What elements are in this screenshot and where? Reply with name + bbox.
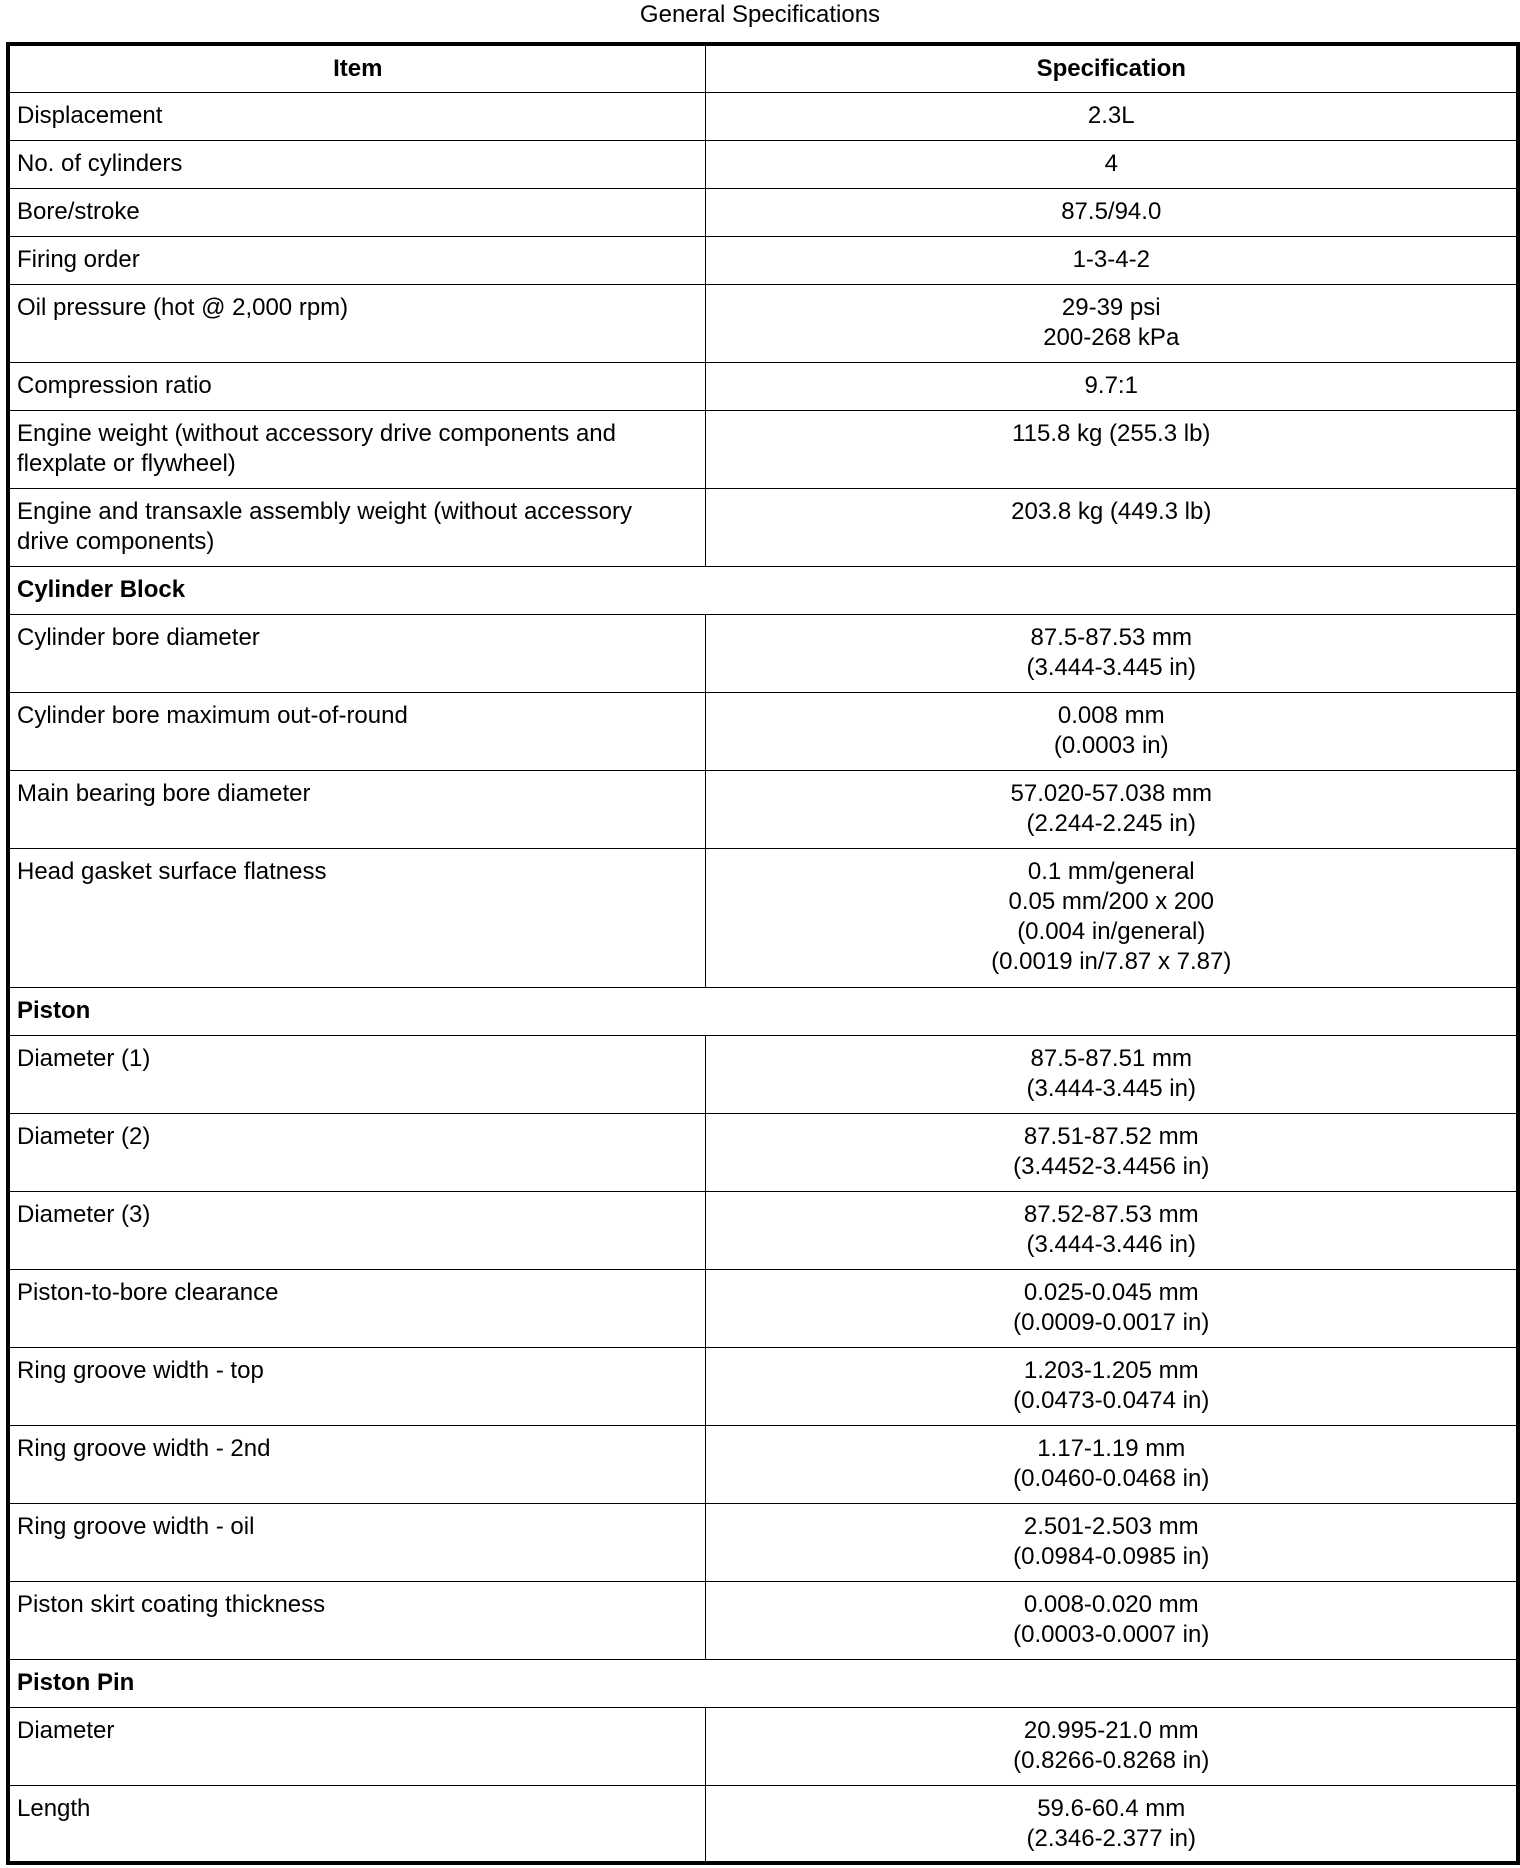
specification-text: (2.244-2.245 in) xyxy=(1026,809,1196,837)
specification-text: 59.6-60.4 mm xyxy=(1037,1794,1186,1822)
specification-text: 115.8 kg (255.3 lb) xyxy=(1012,419,1211,447)
specification-text: 87.5-87.53 mm xyxy=(1030,623,1192,651)
section-title xyxy=(8,566,1518,614)
specification-text: (0.0003 in) xyxy=(1053,731,1169,759)
specification-text: (0.0003-0.0007 in) xyxy=(1013,1620,1210,1648)
item-cell xyxy=(8,92,705,140)
section-title xyxy=(8,987,1518,1035)
table-row xyxy=(8,1425,1518,1503)
specification-cell xyxy=(705,848,1518,987)
item-cell xyxy=(8,188,705,236)
specification-text: (0.8266-0.8268 in) xyxy=(1013,1746,1210,1774)
item-text: Cylinder bore maximum out-of-round xyxy=(17,701,408,729)
section-header-row xyxy=(8,566,1518,614)
specification-text: 4 xyxy=(1104,149,1118,177)
item-cell xyxy=(8,692,705,770)
item-cell xyxy=(8,1707,705,1785)
specification-text: 87.5-87.51 mm xyxy=(1030,1044,1192,1072)
specification-text: 1-3-4-2 xyxy=(1072,245,1150,273)
specification-text: 0.025-0.045 mm xyxy=(1023,1278,1199,1306)
item-text: Engine and transaxle assembly weight (without accessory xyxy=(17,497,632,525)
specification-cell xyxy=(705,1785,1518,1863)
item-text: Diameter (3) xyxy=(17,1200,151,1228)
section-title-text: Cylinder Block xyxy=(17,575,186,603)
table-row xyxy=(8,362,1518,410)
item-cell xyxy=(8,1269,705,1347)
section-header-row xyxy=(8,987,1518,1035)
specification-text: 87.5/94.0 xyxy=(1061,197,1162,225)
item-cell xyxy=(8,1425,705,1503)
specification-text: 0.05 mm/200 x 200 xyxy=(1008,887,1214,915)
item-cell xyxy=(8,1581,705,1659)
specification-text: 87.51-87.52 mm xyxy=(1023,1122,1199,1150)
item-text: Displacement xyxy=(17,101,163,129)
table-header-row xyxy=(8,44,1518,92)
item-cell xyxy=(8,1191,705,1269)
specification-text: 2.501-2.503 mm xyxy=(1023,1512,1199,1540)
specification-cell xyxy=(705,614,1518,692)
specification-text: 1.17-1.19 mm xyxy=(1037,1434,1186,1462)
specification-cell xyxy=(705,770,1518,848)
specification-text: (3.444-3.446 in) xyxy=(1026,1230,1196,1258)
specification-text: (0.0009-0.0017 in) xyxy=(1013,1308,1210,1336)
table-row xyxy=(8,488,1518,566)
section-title-text: Piston xyxy=(17,996,91,1024)
item-text: No. of cylinders xyxy=(17,149,183,177)
item-text: Cylinder bore diameter xyxy=(17,623,260,651)
table-row xyxy=(8,92,1518,140)
specification-cell xyxy=(705,236,1518,284)
table-row xyxy=(8,1035,1518,1113)
item-cell xyxy=(8,1347,705,1425)
item-cell xyxy=(8,410,705,488)
item-cell xyxy=(8,236,705,284)
item-text: Main bearing bore diameter xyxy=(17,779,311,807)
specification-cell xyxy=(705,140,1518,188)
specification-text: 20.995-21.0 mm xyxy=(1023,1716,1199,1744)
specification-text: 87.52-87.53 mm xyxy=(1023,1200,1199,1228)
specification-cell xyxy=(705,1269,1518,1347)
item-text: Bore/stroke xyxy=(17,197,140,225)
column-header-specification: Specification xyxy=(705,44,1518,92)
item-cell xyxy=(8,1113,705,1191)
item-text: Ring groove width - 2nd xyxy=(17,1434,271,1462)
item-text: Ring groove width - oil xyxy=(17,1512,255,1540)
table-row xyxy=(8,1785,1518,1863)
specification-cell xyxy=(705,1035,1518,1113)
table-row xyxy=(8,1503,1518,1581)
section-title xyxy=(8,1659,1518,1707)
table-row xyxy=(8,284,1518,362)
item-cell xyxy=(8,1035,705,1113)
specification-text: (3.4452-3.4456 in) xyxy=(1013,1152,1210,1180)
specification-text: 200-268 kPa xyxy=(1043,323,1180,351)
specification-text: 0.008-0.020 mm xyxy=(1023,1590,1199,1618)
table-row xyxy=(8,410,1518,488)
table-row xyxy=(8,770,1518,848)
specification-cell xyxy=(705,1581,1518,1659)
column-header-item: Item xyxy=(8,44,705,92)
specification-cell xyxy=(705,92,1518,140)
section-title-text: Piston Pin xyxy=(17,1668,135,1696)
item-text: flexplate or flywheel) xyxy=(17,449,236,477)
specification-cell xyxy=(705,1503,1518,1581)
specification-cell xyxy=(705,284,1518,362)
table-row xyxy=(8,1269,1518,1347)
specification-text: 1.203-1.205 mm xyxy=(1023,1356,1199,1384)
table-row xyxy=(8,1581,1518,1659)
item-text: Piston skirt coating thickness xyxy=(17,1590,326,1618)
specification-text: (0.004 in/general) xyxy=(1017,917,1206,945)
item-cell xyxy=(8,614,705,692)
specification-text: (0.0019 in/7.87 x 7.87) xyxy=(991,947,1232,975)
specification-text: (3.444-3.445 in) xyxy=(1026,1074,1196,1102)
item-text: Length xyxy=(17,1794,91,1822)
table-row xyxy=(8,1113,1518,1191)
item-cell xyxy=(8,488,705,566)
specification-cell xyxy=(705,488,1518,566)
item-cell xyxy=(8,1785,705,1863)
specification-cell xyxy=(705,362,1518,410)
specification-cell xyxy=(705,410,1518,488)
item-cell xyxy=(8,362,705,410)
table-row xyxy=(8,848,1518,987)
specification-cell xyxy=(705,188,1518,236)
item-cell xyxy=(8,770,705,848)
specification-text: (0.0460-0.0468 in) xyxy=(1013,1464,1210,1492)
specification-text: 9.7:1 xyxy=(1084,371,1138,399)
item-cell xyxy=(8,140,705,188)
item-text: Diameter (1) xyxy=(17,1044,151,1072)
specification-text: 57.020-57.038 mm xyxy=(1010,779,1212,807)
item-cell xyxy=(8,284,705,362)
item-text: Compression ratio xyxy=(17,371,212,399)
specification-text: 29-39 psi xyxy=(1061,293,1161,321)
table-row xyxy=(8,1191,1518,1269)
table-row xyxy=(8,236,1518,284)
table-row xyxy=(8,140,1518,188)
specification-text: (2.346-2.377 in) xyxy=(1026,1824,1196,1852)
table-body xyxy=(8,92,1518,1863)
table-row xyxy=(8,188,1518,236)
item-text: Diameter (2) xyxy=(17,1122,151,1150)
specifications-table xyxy=(6,42,1520,1865)
table-row xyxy=(8,1347,1518,1425)
specification-text: 203.8 kg (449.3 lb) xyxy=(1011,497,1212,525)
item-cell xyxy=(8,1503,705,1581)
specification-cell xyxy=(705,1113,1518,1191)
specification-text: (3.444-3.445 in) xyxy=(1026,653,1196,681)
specification-cell xyxy=(705,692,1518,770)
item-text: drive components) xyxy=(17,527,215,555)
specification-text: 0.1 mm/general xyxy=(1027,857,1195,885)
specification-text: 2.3L xyxy=(1087,101,1135,129)
specification-text: (0.0473-0.0474 in) xyxy=(1013,1386,1210,1414)
item-text: Head gasket surface flatness xyxy=(17,857,327,885)
specification-cell xyxy=(705,1707,1518,1785)
specification-text: 0.008 mm xyxy=(1057,701,1165,729)
table-row xyxy=(8,614,1518,692)
specification-cell xyxy=(705,1191,1518,1269)
item-text: Engine weight (without accessory drive components and xyxy=(17,419,616,447)
document-title: General Specifications xyxy=(639,1,881,28)
item-text: Diameter xyxy=(17,1716,115,1744)
item-text: Piston-to-bore clearance xyxy=(17,1278,279,1306)
specification-text: (0.0984-0.0985 in) xyxy=(1013,1542,1210,1570)
item-cell xyxy=(8,848,705,987)
item-text: Firing order xyxy=(17,245,140,273)
specification-cell xyxy=(705,1347,1518,1425)
table-row xyxy=(8,1707,1518,1785)
item-text: Oil pressure (hot @ 2,000 rpm) xyxy=(17,293,349,321)
item-text: Ring groove width - top xyxy=(17,1356,264,1384)
section-header-row xyxy=(8,1659,1518,1707)
table-row xyxy=(8,692,1518,770)
specification-cell xyxy=(705,1425,1518,1503)
